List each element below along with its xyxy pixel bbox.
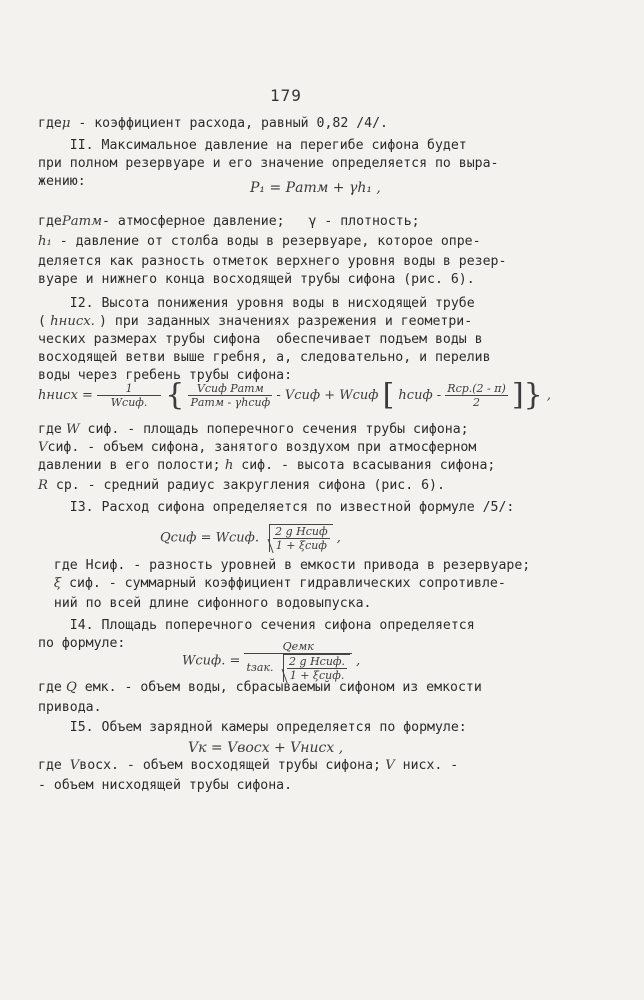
formula-w-inner-frac bbox=[287, 655, 347, 682]
line-text: I3. Расход сифона определяется по известной формуле /5/: bbox=[38, 500, 515, 515]
formula-h-frac1 bbox=[97, 382, 161, 409]
line-text: I2. Высота понижения уровня воды в нисходящей трубе bbox=[38, 296, 475, 311]
text-line bbox=[38, 758, 608, 774]
text-line bbox=[38, 680, 608, 696]
text-line bbox=[38, 618, 608, 634]
formula-q-den: 1 + ξсиф bbox=[275, 539, 327, 552]
formula-w-tail: , bbox=[352, 653, 361, 669]
handwritten-symbol: ξ bbox=[53, 576, 62, 591]
line-text: I4. Площадь поперечного сечения сифона определяется bbox=[38, 618, 475, 633]
text-line bbox=[38, 116, 608, 132]
line-text: - коэффициент расхода, равный 0,82 /4/. bbox=[70, 116, 388, 131]
formula-w-den bbox=[244, 654, 352, 682]
line-text: сиф. - объем сифона, занятого воздухом при атмосферном bbox=[47, 440, 477, 455]
line-text: давлении в его полости; bbox=[38, 458, 221, 473]
line-text: где bbox=[38, 214, 62, 229]
line-text: где bbox=[38, 680, 62, 695]
formula-h-lhs: hнисх = bbox=[38, 388, 98, 403]
formula-h-frac2 bbox=[188, 382, 272, 409]
line-text: жению: bbox=[38, 174, 86, 189]
formula-q bbox=[160, 524, 341, 552]
handwritten-symbol: W bbox=[61, 422, 80, 437]
text-line bbox=[38, 314, 608, 330]
text-line bbox=[38, 720, 608, 736]
line-text: ний по всей длине сифонного водовыпуска. bbox=[38, 596, 372, 611]
line-text: вуаре и нижнего конца восходящей трубы сифона (рис. 6). bbox=[38, 272, 475, 287]
line-text bbox=[38, 576, 54, 591]
line-text: где bbox=[38, 116, 62, 131]
line-text: сиф. - высота всасывания сифона; bbox=[233, 458, 496, 473]
formula-w-inner-num: 2 g Hсиф. bbox=[289, 655, 346, 668]
line-text: ) при заданных значениях разрежения и геометри- bbox=[99, 314, 473, 329]
formula-q-num: 2 g Hсиф bbox=[275, 525, 328, 538]
line-text: - давление от столба воды в резервуаре, которое опре- bbox=[51, 234, 481, 249]
formula-w-frac bbox=[244, 640, 352, 682]
line-text: ( bbox=[38, 314, 46, 329]
line-text: ср. - средний радиус закругления сифона (рис. 6). bbox=[47, 478, 445, 493]
line-text: I5. Объем зарядной камеры определяется по формуле: bbox=[38, 720, 467, 735]
text-line bbox=[38, 254, 608, 270]
line-text: где bbox=[38, 422, 62, 437]
handwritten-symbol: Q bbox=[61, 680, 77, 695]
formula-q-sqrt bbox=[269, 524, 332, 552]
line-text: где bbox=[38, 758, 70, 773]
text-line bbox=[38, 156, 608, 172]
formula-v bbox=[188, 740, 343, 756]
line-text: II. Максимальное давление на перегибе сифона будет bbox=[38, 138, 467, 153]
formula-h-inner: hсиф - bbox=[398, 388, 446, 403]
line-text: по формуле: bbox=[38, 636, 126, 651]
formula-h-frac2-den: Pатм - γhсиф bbox=[190, 396, 271, 409]
text-line bbox=[38, 138, 608, 154]
formula-p1-lhs: P₁ = bbox=[250, 180, 286, 196]
text-line bbox=[38, 350, 608, 366]
formula-h-brace-close: } bbox=[523, 377, 543, 413]
formula-q-tail: , bbox=[332, 530, 341, 546]
text-line bbox=[38, 596, 608, 612]
line-text: - атмосферное давление; γ - плотность; bbox=[102, 214, 420, 229]
formula-h-mid: - Vсиф + Wсиф bbox=[276, 388, 383, 403]
line-text: где Нсиф. - разность уровней в емкости привода в резервуаре; bbox=[38, 558, 531, 573]
text-line bbox=[38, 234, 608, 250]
text-line bbox=[38, 296, 608, 312]
handwritten-symbol: V bbox=[69, 758, 80, 773]
text-line bbox=[38, 458, 608, 474]
line-text: сиф. - суммарный коэффициент гидравлических сопротивле- bbox=[61, 576, 506, 591]
formula-p1-rhs: Pатм + γh₁ , bbox=[285, 180, 381, 196]
text-line bbox=[38, 332, 608, 348]
line-text: деляется как разность отметок верхнего уровня воды в резер- bbox=[38, 254, 507, 269]
formula-w bbox=[182, 640, 360, 682]
handwritten-symbol: μ bbox=[61, 116, 71, 131]
formula-h bbox=[38, 377, 552, 413]
formula-h-frac3-num: Rср.(2 - π) bbox=[447, 382, 506, 395]
formula-w-num: Qемк bbox=[244, 640, 352, 654]
text-line bbox=[38, 272, 608, 288]
text-line bbox=[38, 700, 608, 716]
handwritten-symbol: h bbox=[220, 458, 234, 473]
text-line bbox=[38, 214, 608, 230]
line-text: восх. - объем восходящей трубы сифона; bbox=[79, 758, 381, 773]
text-line bbox=[38, 558, 608, 574]
text-line bbox=[38, 440, 608, 456]
formula-q-frac bbox=[273, 525, 329, 552]
formula-h-bracket-open: [ bbox=[382, 377, 395, 413]
handwritten-symbol: V bbox=[381, 758, 395, 773]
line-text: - объем нисходящей трубы сифона. bbox=[38, 778, 293, 793]
line-text: при полном резервуаре и его значение определяется по выра- bbox=[38, 156, 499, 171]
formula-w-sqrt bbox=[283, 654, 350, 682]
line-text: привода. bbox=[38, 700, 102, 715]
formula-w-lhs: Wсиф. = bbox=[182, 653, 245, 669]
text-line bbox=[38, 478, 608, 494]
text-line bbox=[38, 422, 608, 438]
page-number: 179 bbox=[270, 86, 302, 105]
line-text: ческих размерах трубы сифона обеспечивает подъем воды в bbox=[38, 332, 483, 347]
formula-w-inner-den: 1 + ξсиф. bbox=[289, 669, 345, 682]
formula-h-bracket-close: ] bbox=[511, 377, 524, 413]
formula-h-frac3 bbox=[445, 382, 508, 409]
text-line bbox=[38, 576, 608, 592]
text-line bbox=[38, 778, 608, 794]
handwritten-symbol: h₁ bbox=[38, 234, 52, 249]
formula-q-lhs: Qсиф = Wсиф. bbox=[160, 530, 259, 546]
formula-h-brace-open: { bbox=[165, 377, 185, 413]
formula-h-tail: , bbox=[542, 388, 552, 403]
formula-h-frac1-num: 1 bbox=[97, 382, 161, 396]
text-line bbox=[38, 500, 608, 516]
formula-h-frac1-den: Wсиф. bbox=[110, 396, 148, 409]
line-text: нисх. - bbox=[394, 758, 459, 773]
line-text: сиф. - площадь поперечного сечения трубы сифона; bbox=[79, 422, 469, 437]
line-text: емк. - объем воды, сбрасываемый сифоном из емкости bbox=[76, 680, 482, 695]
handwritten-symbol: R bbox=[38, 478, 48, 493]
formula-h-frac3-den: 2 bbox=[473, 396, 481, 409]
handwritten-symbol: hнисх. bbox=[45, 314, 100, 329]
line-text: восходящей ветви выше гребня, а, следовательно, и перелив bbox=[38, 350, 491, 365]
formula-v-expr: Vк = Vвосх + Vнисх , bbox=[188, 740, 344, 756]
formula-p1 bbox=[250, 180, 381, 196]
formula-h-frac2-num: Vсиф Pатм bbox=[188, 382, 272, 396]
handwritten-symbol: V bbox=[38, 440, 48, 455]
line-text: воды через гребень трубы сифона: bbox=[38, 368, 293, 383]
handwritten-symbol: Pатм bbox=[61, 214, 103, 229]
formula-w-den-pre: tзак. bbox=[246, 661, 274, 674]
